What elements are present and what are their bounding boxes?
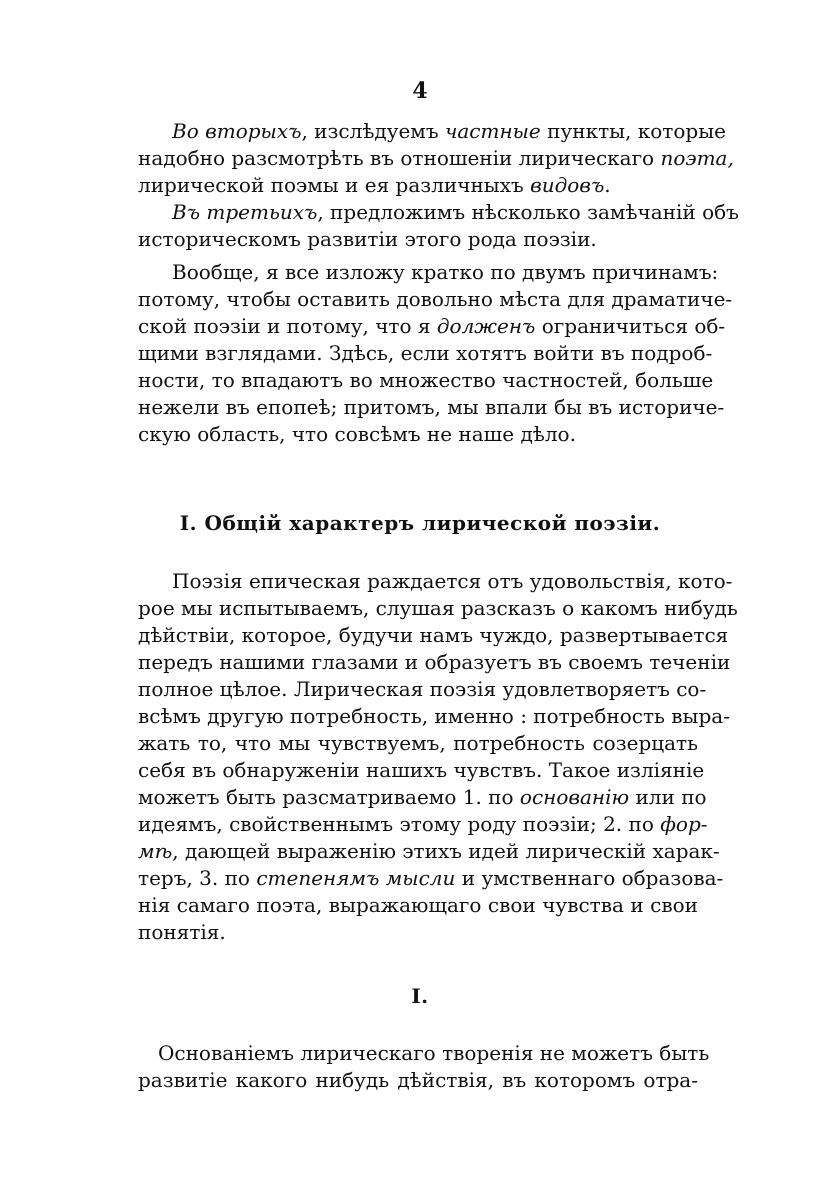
- closing-paragraph: [138, 1040, 710, 1094]
- italic-text: долженъ: [436, 314, 536, 338]
- text-run: и умственнаго образова-: [455, 866, 724, 890]
- text-line: [138, 1067, 698, 1094]
- text-run: себя въ обнаруженіи нашихъ чувствъ. Такое изліяніе: [138, 758, 705, 782]
- text-line: [138, 226, 698, 253]
- text-run: , предложимъ нѣсколько замѣчаній объ: [317, 200, 739, 224]
- intro-paragraphs: [138, 118, 739, 448]
- text-run: развитіе какого нибудь дѣйствія, въ которомъ отра-: [138, 1068, 698, 1092]
- text-run: надобно разсмотрѣть въ отношеніи лирическаго: [138, 146, 661, 170]
- text-run: полное цѣлое. Лирическая поэзія удовлетворяетъ со-: [138, 677, 707, 701]
- text-run: или по: [629, 785, 707, 809]
- text-run: понятія.: [138, 920, 226, 944]
- text-line: [138, 118, 726, 145]
- text-line: [138, 367, 714, 394]
- italic-text: Въ третьихъ: [172, 200, 318, 224]
- text-run: Поэзія епическая раждается отъ удовольствія, кото-: [172, 569, 733, 593]
- text-line: [138, 811, 708, 838]
- text-line: [138, 340, 713, 367]
- text-run: идеямъ, свойственнымъ этому роду поэзіи; 2. по: [138, 812, 661, 836]
- text-run: передъ нашими глазами и образуетъ въ своемъ теченіи: [138, 650, 731, 674]
- text-run: рое мы испытываемъ, слушая разсказъ о какомъ нибудь: [138, 596, 738, 620]
- text-line: [138, 730, 698, 757]
- text-line: [138, 568, 733, 595]
- text-run: нежели въ епопеѣ; притомъ, мы впали бы въ историче-: [138, 395, 725, 419]
- text-line: [138, 595, 738, 622]
- text-line: [138, 199, 739, 226]
- text-run: щими взглядами. Здѣсь, если хотятъ войти въ подроб-: [138, 341, 713, 365]
- italic-text: Во вторыхъ: [172, 119, 302, 143]
- text-line: [138, 865, 724, 892]
- italic-text: видовъ: [530, 173, 605, 197]
- text-run: историческомъ развитіи этого рода поэзіи.: [138, 227, 597, 251]
- text-line: [138, 286, 733, 313]
- text-line: [138, 838, 720, 865]
- text-run: всѣмъ другую потребность, именно : потребность выра-: [138, 704, 730, 728]
- text-line: [138, 145, 734, 172]
- text-line: [138, 622, 729, 649]
- italic-text: мѣ: [138, 839, 173, 863]
- subsection-number: I.: [411, 984, 429, 1008]
- text-line: [138, 172, 698, 199]
- text-line: [138, 757, 705, 784]
- text-line: [138, 919, 698, 946]
- text-run: дѣйствіи, которое, будучи намъ чуждо, развертывается: [138, 623, 729, 647]
- text-line: [138, 649, 731, 676]
- text-run: пункты, которые: [540, 119, 726, 143]
- italic-text: частные: [444, 119, 541, 143]
- text-run: нія самаго поэта, выражающаго свои чувства и свои: [138, 893, 698, 917]
- text-line: [138, 703, 730, 730]
- text-run: .: [604, 173, 611, 197]
- section-heading: I. Общій характеръ лирической поэзіи.: [179, 511, 661, 535]
- text-run: Основаніемъ лирическаго творенія не можетъ быть: [158, 1041, 710, 1065]
- text-run: ской поэзіи и потому, что я: [138, 314, 437, 338]
- italic-text: основанію: [519, 785, 630, 809]
- text-run: , изслѣдуемъ: [301, 119, 445, 143]
- text-run: жать то, что мы чувствуемъ, потребность созерцать: [138, 731, 698, 755]
- text-run: лирической поэмы и ея различныхъ: [138, 173, 531, 197]
- text-run: , дающей выраженію этихъ идей лирическій харак-: [172, 839, 720, 863]
- text-line: [138, 784, 707, 811]
- text-run: ности, то впадаютъ во множество частностей, больше: [138, 368, 714, 392]
- text-line: [138, 313, 726, 340]
- italic-text: фор-: [660, 812, 708, 836]
- text-run: скую область, что совсѣмъ не наше дѣло.: [138, 422, 576, 446]
- text-run: потому, чтобы оставить довольно мѣста для драматиче-: [138, 287, 733, 311]
- text-run: Вообще, я все изложу кратко по двумъ причинамъ:: [172, 260, 719, 284]
- text-line: [138, 394, 725, 421]
- page-number: 4: [412, 78, 428, 104]
- text-line: [138, 676, 707, 703]
- text-line: [138, 892, 698, 919]
- italic-text: поэта,: [660, 146, 734, 170]
- text-line: [138, 421, 698, 448]
- text-run: теръ, 3. по: [138, 866, 257, 890]
- text-run: ограничиться об-: [535, 314, 726, 338]
- body-paragraph: [138, 568, 738, 946]
- italic-text: степенямъ мысли: [256, 866, 456, 890]
- text-run: можетъ быть разсматриваемо 1. по: [138, 785, 520, 809]
- text-line: [138, 259, 719, 286]
- text-line: [138, 1040, 710, 1067]
